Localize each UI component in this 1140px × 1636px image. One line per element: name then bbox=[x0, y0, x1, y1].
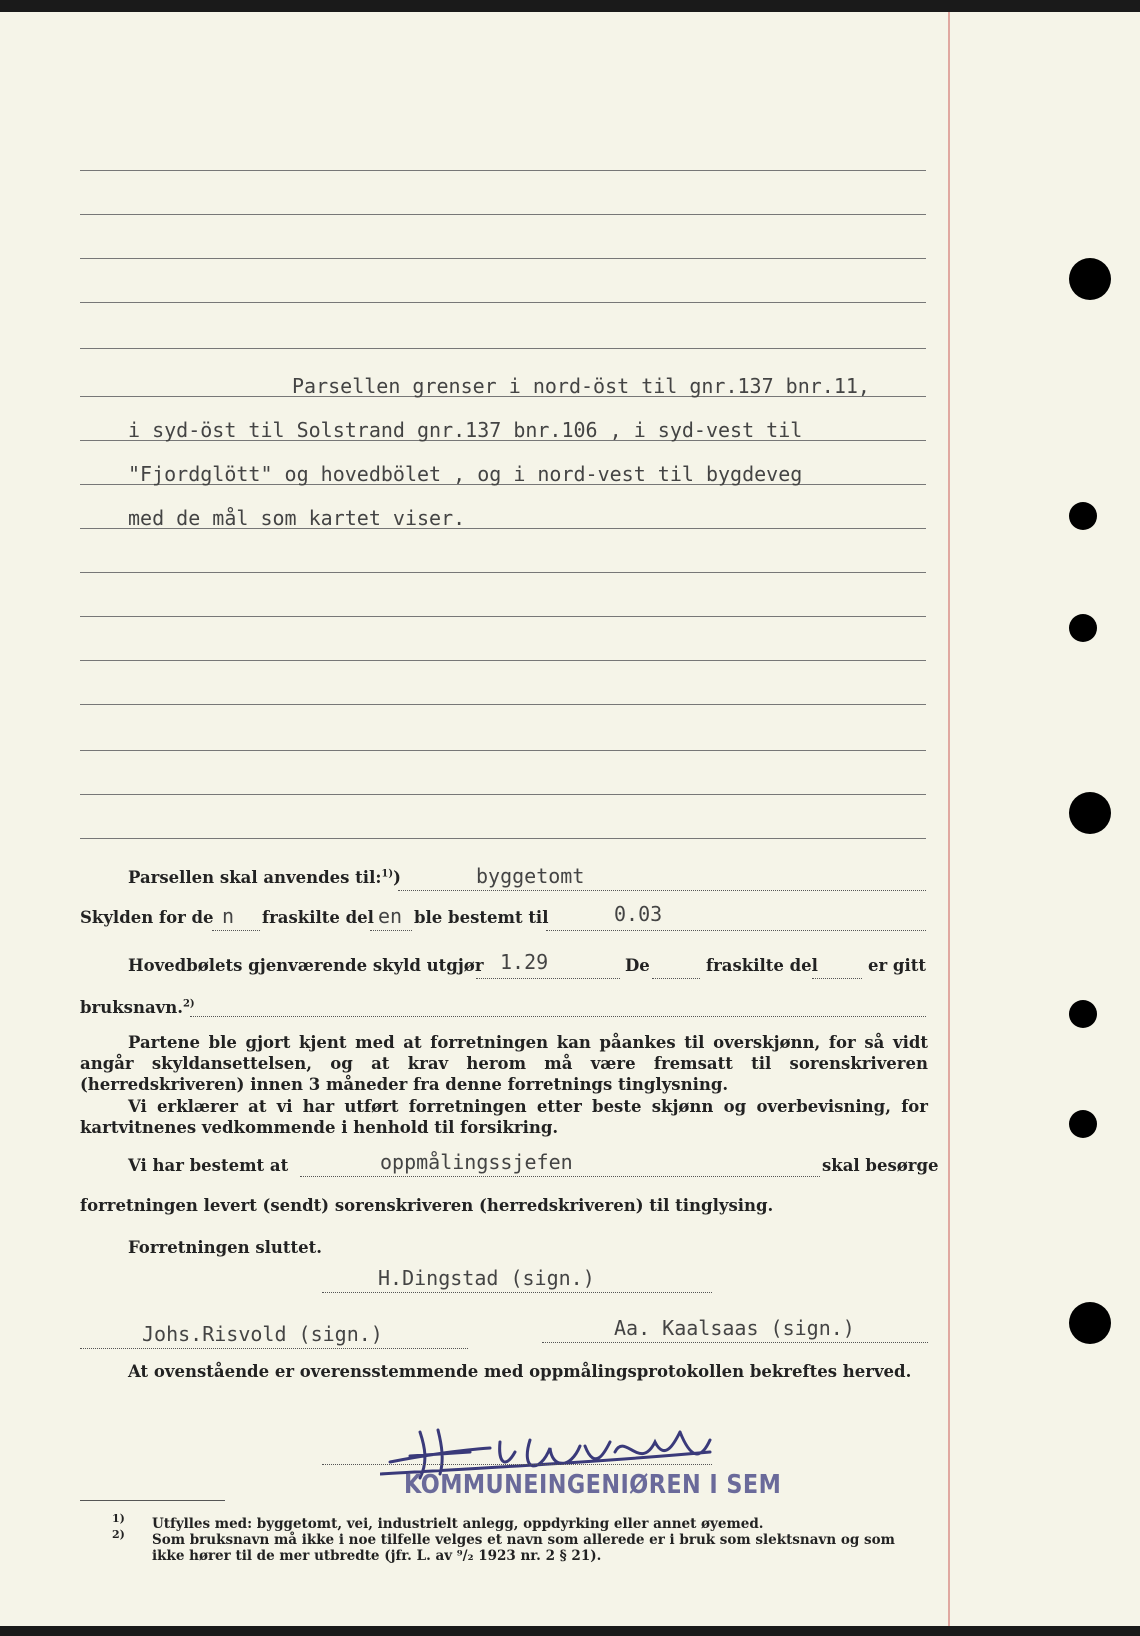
appeal-paragraph bbox=[80, 1032, 928, 1095]
bruksnavn-fill bbox=[190, 1016, 926, 1017]
document-page bbox=[0, 12, 1140, 1626]
ruled-line bbox=[80, 214, 926, 215]
ruled-line bbox=[80, 838, 926, 839]
delivery-value: oppmålingssjefen bbox=[380, 1150, 573, 1174]
ruled-line bbox=[80, 348, 926, 349]
signature-line bbox=[322, 1292, 712, 1293]
footnote-rule bbox=[80, 1500, 225, 1501]
description-line: "Fjordglött" og hovedbölet , og i nord-vest til bygdeveg bbox=[128, 462, 803, 486]
closing-text: Forretningen sluttet. bbox=[128, 1238, 323, 1257]
remaining-fill-3 bbox=[812, 978, 862, 979]
tax-fill-2 bbox=[370, 930, 412, 931]
description-line: i syd-öst til Solstrand gnr.137 bnr.106 , i syd-vest til bbox=[128, 418, 803, 442]
signature-line bbox=[80, 1348, 468, 1349]
remaining-label: Hovedbølets gjenværende skyld utgjør bbox=[128, 956, 484, 975]
use-fill-line bbox=[398, 890, 926, 891]
delivery-fill bbox=[300, 1176, 820, 1177]
ruled-line bbox=[80, 258, 926, 259]
signature-1: H.Dingstad (sign.) bbox=[378, 1266, 595, 1290]
ruled-line bbox=[80, 794, 926, 795]
footnote-1-mark: 1) bbox=[112, 1512, 125, 1525]
signature-2: Johs.Risvold (sign.) bbox=[142, 1322, 383, 1346]
bruksnavn-label bbox=[80, 998, 195, 1017]
use-label-text: Parsellen skal anvendes til: bbox=[128, 868, 382, 887]
tax-fill-1-value: n bbox=[222, 904, 235, 928]
tax-value: 0.03 bbox=[614, 902, 663, 926]
delivery-line-2: forretningen levert (sendt) sorenskriveren (herredskriveren) til tinglysing. bbox=[80, 1196, 774, 1215]
punch-hole bbox=[1069, 1110, 1097, 1138]
ruled-line bbox=[80, 660, 926, 661]
margin-line bbox=[948, 12, 950, 1626]
punch-hole bbox=[1069, 258, 1111, 300]
ruled-line bbox=[80, 704, 926, 705]
use-label-suffix: ) bbox=[393, 868, 401, 887]
punch-hole bbox=[1069, 792, 1111, 834]
footnote-ref: 1) bbox=[381, 868, 394, 880]
appeal-text: Partene ble gjort kjent med at forretningen kan påankes til overskjønn, for så vidt angår skyldansettelsen, og at krav herom må være fremsatt til sorenskriveren (herredskriveren) innen 3 måneder fra denne forretnings tinglysning. bbox=[80, 1033, 928, 1094]
tax-fill-1 bbox=[212, 930, 260, 931]
use-value: byggetomt bbox=[476, 864, 585, 888]
declaration-text: Vi erklærer at vi har utført forretningen etter beste skjønn og overbevisning, for kartvitnenes vedkommende i henhold til forsikring. bbox=[80, 1097, 928, 1137]
signature-line bbox=[322, 1464, 712, 1465]
official-stamp: KOMMUNEINGENIØREN I SEM bbox=[404, 1470, 782, 1500]
ruled-line bbox=[80, 170, 926, 171]
remaining-er-gitt: er gitt bbox=[868, 956, 926, 975]
remaining-de: De bbox=[625, 956, 650, 975]
bruksnavn-text: bruksnavn. bbox=[80, 998, 183, 1017]
footnote-2: Som bruksnavn må ikke i noe tilfelle velges et navn som allerede er i bruk som slektsnavn og som ikke hører til de mer utbredte (jfr. L. av ⁹/₂ 1923 nr. 2 § 21). bbox=[152, 1532, 895, 1564]
remaining-fill-2 bbox=[652, 978, 700, 979]
description-line: Parsellen grenser i nord-öst til gnr.137 bnr.11, bbox=[292, 374, 870, 398]
signature-line bbox=[542, 1342, 928, 1343]
tax-value-line bbox=[546, 930, 926, 931]
footnote-2-mark: 2) bbox=[112, 1528, 125, 1541]
ruled-line bbox=[80, 616, 926, 617]
footnote-ref: 2) bbox=[182, 998, 195, 1010]
signature-3: Aa. Kaalsaas (sign.) bbox=[614, 1316, 855, 1340]
tax-label-3: ble bestemt til bbox=[414, 908, 549, 927]
tax-fill-2-value: en bbox=[378, 904, 403, 928]
punch-hole bbox=[1069, 1000, 1097, 1028]
ruled-line bbox=[80, 302, 926, 303]
ruled-line bbox=[80, 572, 926, 573]
delivery-label-2: skal besørge bbox=[822, 1156, 939, 1175]
certification-text: At ovenstående er overensstemmende med oppmålingsprotokollen bekreftes herved. bbox=[128, 1362, 912, 1381]
footnote-1: Utfylles med: byggetomt, vei, industrielt anlegg, oppdyrking eller annet øyemed. bbox=[152, 1516, 764, 1532]
remaining-value: 1.29 bbox=[500, 950, 549, 974]
tax-label-1: Skylden for de bbox=[80, 908, 214, 927]
punch-hole bbox=[1069, 1302, 1111, 1344]
remaining-fraskilte: fraskilte del bbox=[706, 956, 818, 975]
delivery-label-1: Vi har bestemt at bbox=[128, 1156, 289, 1175]
declaration-paragraph bbox=[80, 1096, 928, 1138]
use-label bbox=[128, 868, 401, 887]
punch-hole bbox=[1069, 502, 1097, 530]
punch-hole bbox=[1069, 614, 1097, 642]
description-line: med de mål som kartet viser. bbox=[128, 506, 466, 530]
ruled-line bbox=[80, 750, 926, 751]
tax-label-2: fraskilte del bbox=[262, 908, 374, 927]
remaining-fill bbox=[476, 978, 620, 979]
